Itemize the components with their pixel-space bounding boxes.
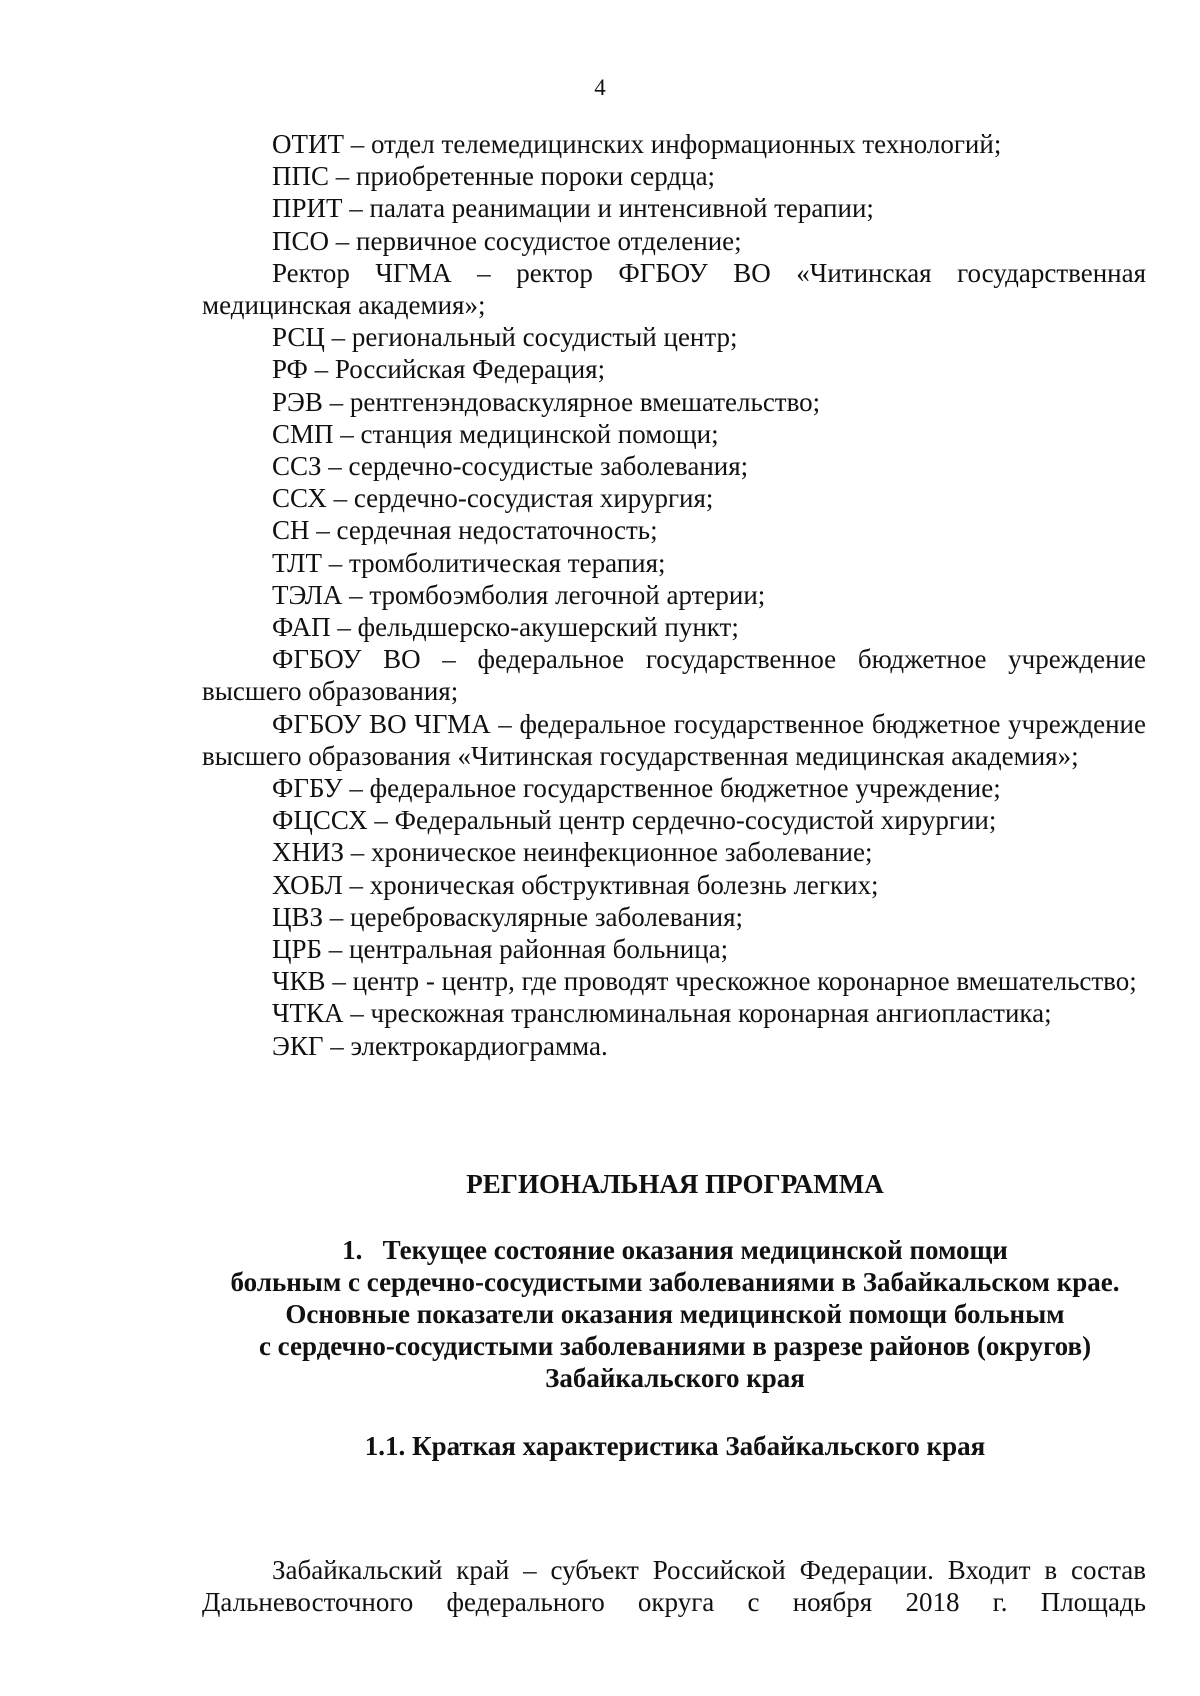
abbreviation-entry: ЧТКА – чрескожная транслюминальная коронарная ангиопластика; xyxy=(272,998,1052,1029)
abbreviation-entry: ЦРБ – центральная районная больница; xyxy=(272,934,729,965)
abbreviation-entry: ФАП – фельдшерско-акушерский пункт; xyxy=(272,612,739,643)
abbreviation-entry: ПРИТ – палата реанимации и интенсивной терапии; xyxy=(272,193,874,224)
abbreviation-entry: ФЦССХ – Федеральный центр сердечно-сосудистой хирургии; xyxy=(272,805,997,836)
abbreviation-entry: ССХ – сердечно-сосудистая хирургия; xyxy=(272,483,714,514)
abbreviation-entry: ЭКГ – электрокардиограмма. xyxy=(272,1030,608,1061)
abbreviation-entry: РЭВ – рентгенэндоваскулярное вмешательство; xyxy=(272,386,821,417)
abbreviation-entry: ХНИЗ – хроническое неинфекционное заболевание; xyxy=(272,837,873,868)
body-paragraph-block xyxy=(202,1554,1146,1618)
abbreviation-entry: ЦВЗ – цереброваскулярные заболевания; xyxy=(272,901,743,932)
abbreviations-list xyxy=(202,128,1146,1062)
abbreviation-entry: ХОБЛ – хроническая обструктивная болезнь легких; xyxy=(272,869,879,900)
abbreviation-entry: ОТИТ – отдел телемедицинских информационных технологий; xyxy=(272,129,1002,159)
section-title: РЕГИОНАЛЬНАЯ ПРОГРАММА xyxy=(466,1169,884,1199)
abbreviation-entry: СМП – станция медицинской помощи; xyxy=(272,418,719,449)
abbreviation-entry: СН – сердечная недостаточность; xyxy=(272,515,658,546)
body-paragraph: Забайкальский край – субъект Российской Федерации. Входит в состав Дальневосточного федерального округа с ноября 2018 г. Площадь xyxy=(202,1555,1146,1618)
abbreviation-entry: Ректор ЧГМА – ректор ФГБОУ ВО «Читинская государственная медицинская академия»; xyxy=(202,257,1146,321)
abbreviation-entry: ЧКВ – центр - центр, где проводят чрескожное коронарное вмешательство; xyxy=(272,966,1137,997)
chapter-title xyxy=(150,1234,1200,1394)
abbreviation-entry: ТЛТ – тромболитическая терапия; xyxy=(272,547,666,578)
chapter-title-line: 1. Текущее состояние оказания медицинской помощи xyxy=(342,1235,1008,1265)
abbreviation-entry: ФГБУ – федеральное государственное бюджетное учреждение; xyxy=(272,773,1001,804)
abbreviation-entry: ПСО – первичное сосудистое отделение; xyxy=(272,225,742,256)
abbreviation-entry: ППС – приобретенные пороки сердца; xyxy=(272,161,716,192)
chapter-title-line: Основные показатели оказания медицинской помощи больным xyxy=(285,1299,1065,1329)
abbreviation-entry: ФГБОУ ВО – федеральное государственное бюджетное учреждение высшего образования; xyxy=(202,644,1146,707)
abbreviation-entry: ТЭЛА – тромбоэмболия легочной артерии; xyxy=(272,579,766,610)
chapter-title-line: с сердечно-сосудистыми заболеваниями в разрезе районов (округов) xyxy=(258,1331,1092,1361)
page-number: 4 xyxy=(594,75,606,100)
abbreviation-entry: ФГБОУ ВО ЧГМА – федеральное государственное бюджетное учреждение высшего образования «Читинская государственная медицинская академия»; xyxy=(202,708,1146,771)
chapter-title-line: Забайкальского края xyxy=(545,1363,805,1393)
abbreviation-entry: РФ – Российская Федерация; xyxy=(272,354,606,385)
abbreviation-entry: ССЗ – сердечно-сосудистые заболевания; xyxy=(272,451,749,482)
headings-block xyxy=(150,1168,1200,1462)
abbreviation-entry: РСЦ – региональный сосудистый центр; xyxy=(272,322,738,353)
subsection-title: 1.1. Краткая характеристика Забайкальского края xyxy=(364,1431,986,1461)
chapter-title-line: больным с сердечно-сосудистыми заболеваниями в Забайкальском крае. xyxy=(230,1267,1120,1297)
